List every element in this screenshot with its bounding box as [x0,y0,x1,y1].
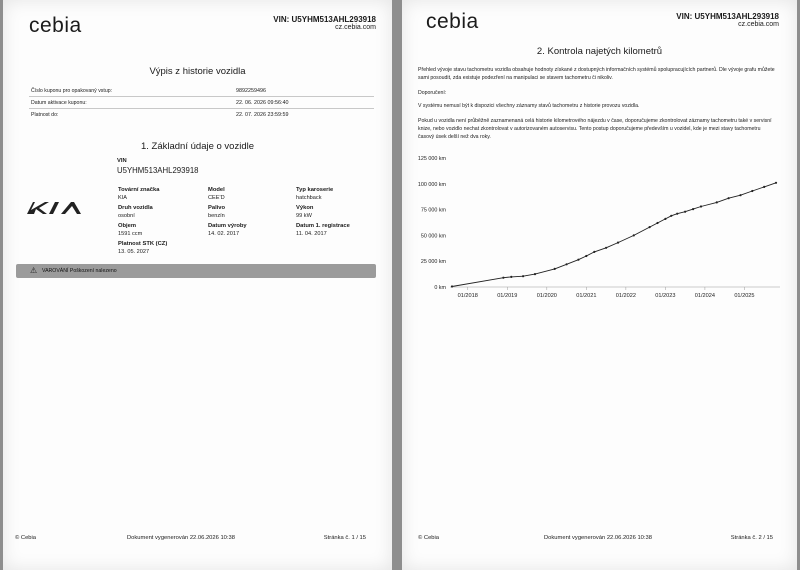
service-check-paragraph: Pokud u vozidla není průběžně zaznamenaná celá historie kilometrového nájezdu v čase, doporučujeme zkontrolovat záznamy tachometru také v servisní knize, nebo vozidlo nechat zkontrolovat v autorizovaném autoservisu. Tento postup doporučujeme především u vozidel, kde je mezi stavy tachometru časový úsek delší než dva roky. [418,118,772,140]
x-tick-label: 01/2025 [734,293,755,299]
manufacturer-label: Tovární značka [118,187,160,193]
mileage-data-point [676,213,678,215]
mileage-data-point [577,259,579,261]
footer-page-number: Stránka č. 1 / 15 [323,535,366,541]
coupon-value: 9892259496 [236,88,266,94]
manufacture-date-label: Datum výroby [208,223,247,229]
mileage-data-point [534,273,536,275]
mileage-data-point [684,211,686,213]
mileage-data-point [554,268,556,270]
power-value: 99 kW [296,213,312,219]
x-tick-label: 01/2022 [615,293,636,299]
x-tick-label: 01/2020 [536,293,557,299]
model-value: CEE'D [208,195,225,201]
body-type-value: hatchback [296,195,322,201]
mileage-data-point [751,190,753,192]
mileage-data-point [700,205,702,207]
site-link[interactable]: cz.cebia.com [335,24,376,31]
mileage-data-point [728,197,730,199]
vin-value: U5YHM513AHL293918 [117,166,199,175]
y-tick-label: 125 000 km [417,156,446,162]
mileage-data-point [692,208,694,210]
footer-generated: Dokument vygenerován 22.06.2026 10:38 [544,535,652,541]
valid-until-value: 22. 07. 2026 23:59:59 [236,112,289,118]
mileage-data-point [593,251,595,253]
activation-value: 22. 06. 2026 09:56:40 [236,100,289,106]
mileage-data-point [633,234,635,236]
x-tick-label: 01/2023 [655,293,676,299]
mileage-data-point [649,226,651,228]
mileage-data-point [585,255,587,257]
power-label: Výkon [296,205,314,211]
mileage-data-point [739,194,741,196]
vin-header [676,12,779,28]
stk-label: Platnost STK (CZ) [118,241,168,247]
mileage-data-point [502,277,504,279]
manufacturer-value: KIA [118,195,128,201]
y-tick-label: 50 000 km [420,233,446,240]
footer-copyright: © Cebia [418,535,440,541]
mileage-series-line [452,183,776,287]
valid-until-label: Platnost do: [31,112,59,118]
fuel-value: benzín [208,213,225,219]
mileage-data-point [763,186,765,188]
divider [29,108,374,109]
section-title: 1. Základní údaje o vozidle [140,141,255,152]
mileage-data-point [617,242,619,244]
report-page-2 [402,0,797,570]
activation-label: Datum aktivace kuponu: [31,100,87,106]
site-link[interactable]: cz.cebia.com [738,21,779,28]
report-page-1 [3,0,392,570]
damage-warning-banner[interactable] [16,264,376,278]
cebia-logo: cebia [426,10,479,33]
mileage-data-point [566,263,568,265]
stk-value: 13. 05. 2027 [118,249,150,255]
x-tick-label: 01/2024 [694,293,716,299]
mileage-data-point [510,276,512,278]
registration-value: 11. 04. 2017 [296,231,327,237]
vehicle-kind-label: Druh vozidla [118,205,153,211]
body-type-label: Typ karoserie [296,187,334,193]
manufacture-date-value: 14. 02. 2017 [208,231,240,237]
cebia-logo: cebia [29,14,82,37]
mileage-data-point [451,285,453,287]
y-tick-label: 0 km [434,285,446,291]
vehicle-kind-value: osobní [118,213,135,219]
volume-value: 1591 ccm [118,231,143,237]
vin-label: VIN [117,158,127,164]
fuel-label: Palivo [208,205,226,211]
mileage-data-point [670,215,672,217]
mileage-data-point [605,247,607,249]
volume-label: Objem [118,223,137,229]
mileage-chart [402,150,797,310]
mileage-data-point [775,182,777,184]
recommendation-heading: Doporučení: [418,90,447,96]
registration-label: Datum 1. registrace [296,223,350,229]
y-tick-label: 75 000 km [420,207,446,214]
x-tick-label: 01/2021 [576,293,597,299]
mileage-intro-paragraph: Přehled vývoje stavu tachometru vozidla obsahuje hodnoty získané z dostupných informačních systémů spolupracujících partnerů. Dle vývoje grafu můžete sami posoudit, zda existuje podezření na manipulaci se stavem tachometru či nikoliv. [418,67,775,81]
vin-header [273,15,376,31]
mileage-data-point [716,201,718,203]
section-title: 2. Kontrola najetých kilometrů [536,46,663,57]
model-label: Model [208,187,225,193]
vin-header-text: VIN: U5YHM513AHL293918 [676,12,779,21]
vin-header-text: VIN: U5YHM513AHL293918 [273,15,376,24]
x-tick-label: 01/2018 [457,293,478,299]
footer-copyright: © Cebia [15,535,37,541]
x-tick-label: 01/2019 [497,293,518,299]
footer-page-number: Stránka č. 2 / 15 [730,535,773,541]
page-title: Výpis z historie vozidla [149,66,246,77]
footer-generated: Dokument vygenerován 22.06.2026 10:38 [127,535,235,541]
warning-triangle-icon: ⚠ [30,266,38,275]
mileage-data-point [656,222,658,224]
kia-logo-icon [25,198,89,218]
warning-text: VAROVÁNÍ Poškození nalezeno [42,268,117,274]
mileage-data-point [522,275,524,277]
y-tick-label: 100 000 km [417,181,446,188]
records-note-paragraph: V systému nemusí být k dispozici všechny záznamy stavů tachometru z historie provozu vozidla. [418,103,640,109]
mileage-data-point [664,218,666,220]
y-tick-label: 25 000 km [420,259,446,266]
divider [29,96,374,97]
coupon-label: Číslo kuponu pro opakovaný vstup: [31,88,113,94]
